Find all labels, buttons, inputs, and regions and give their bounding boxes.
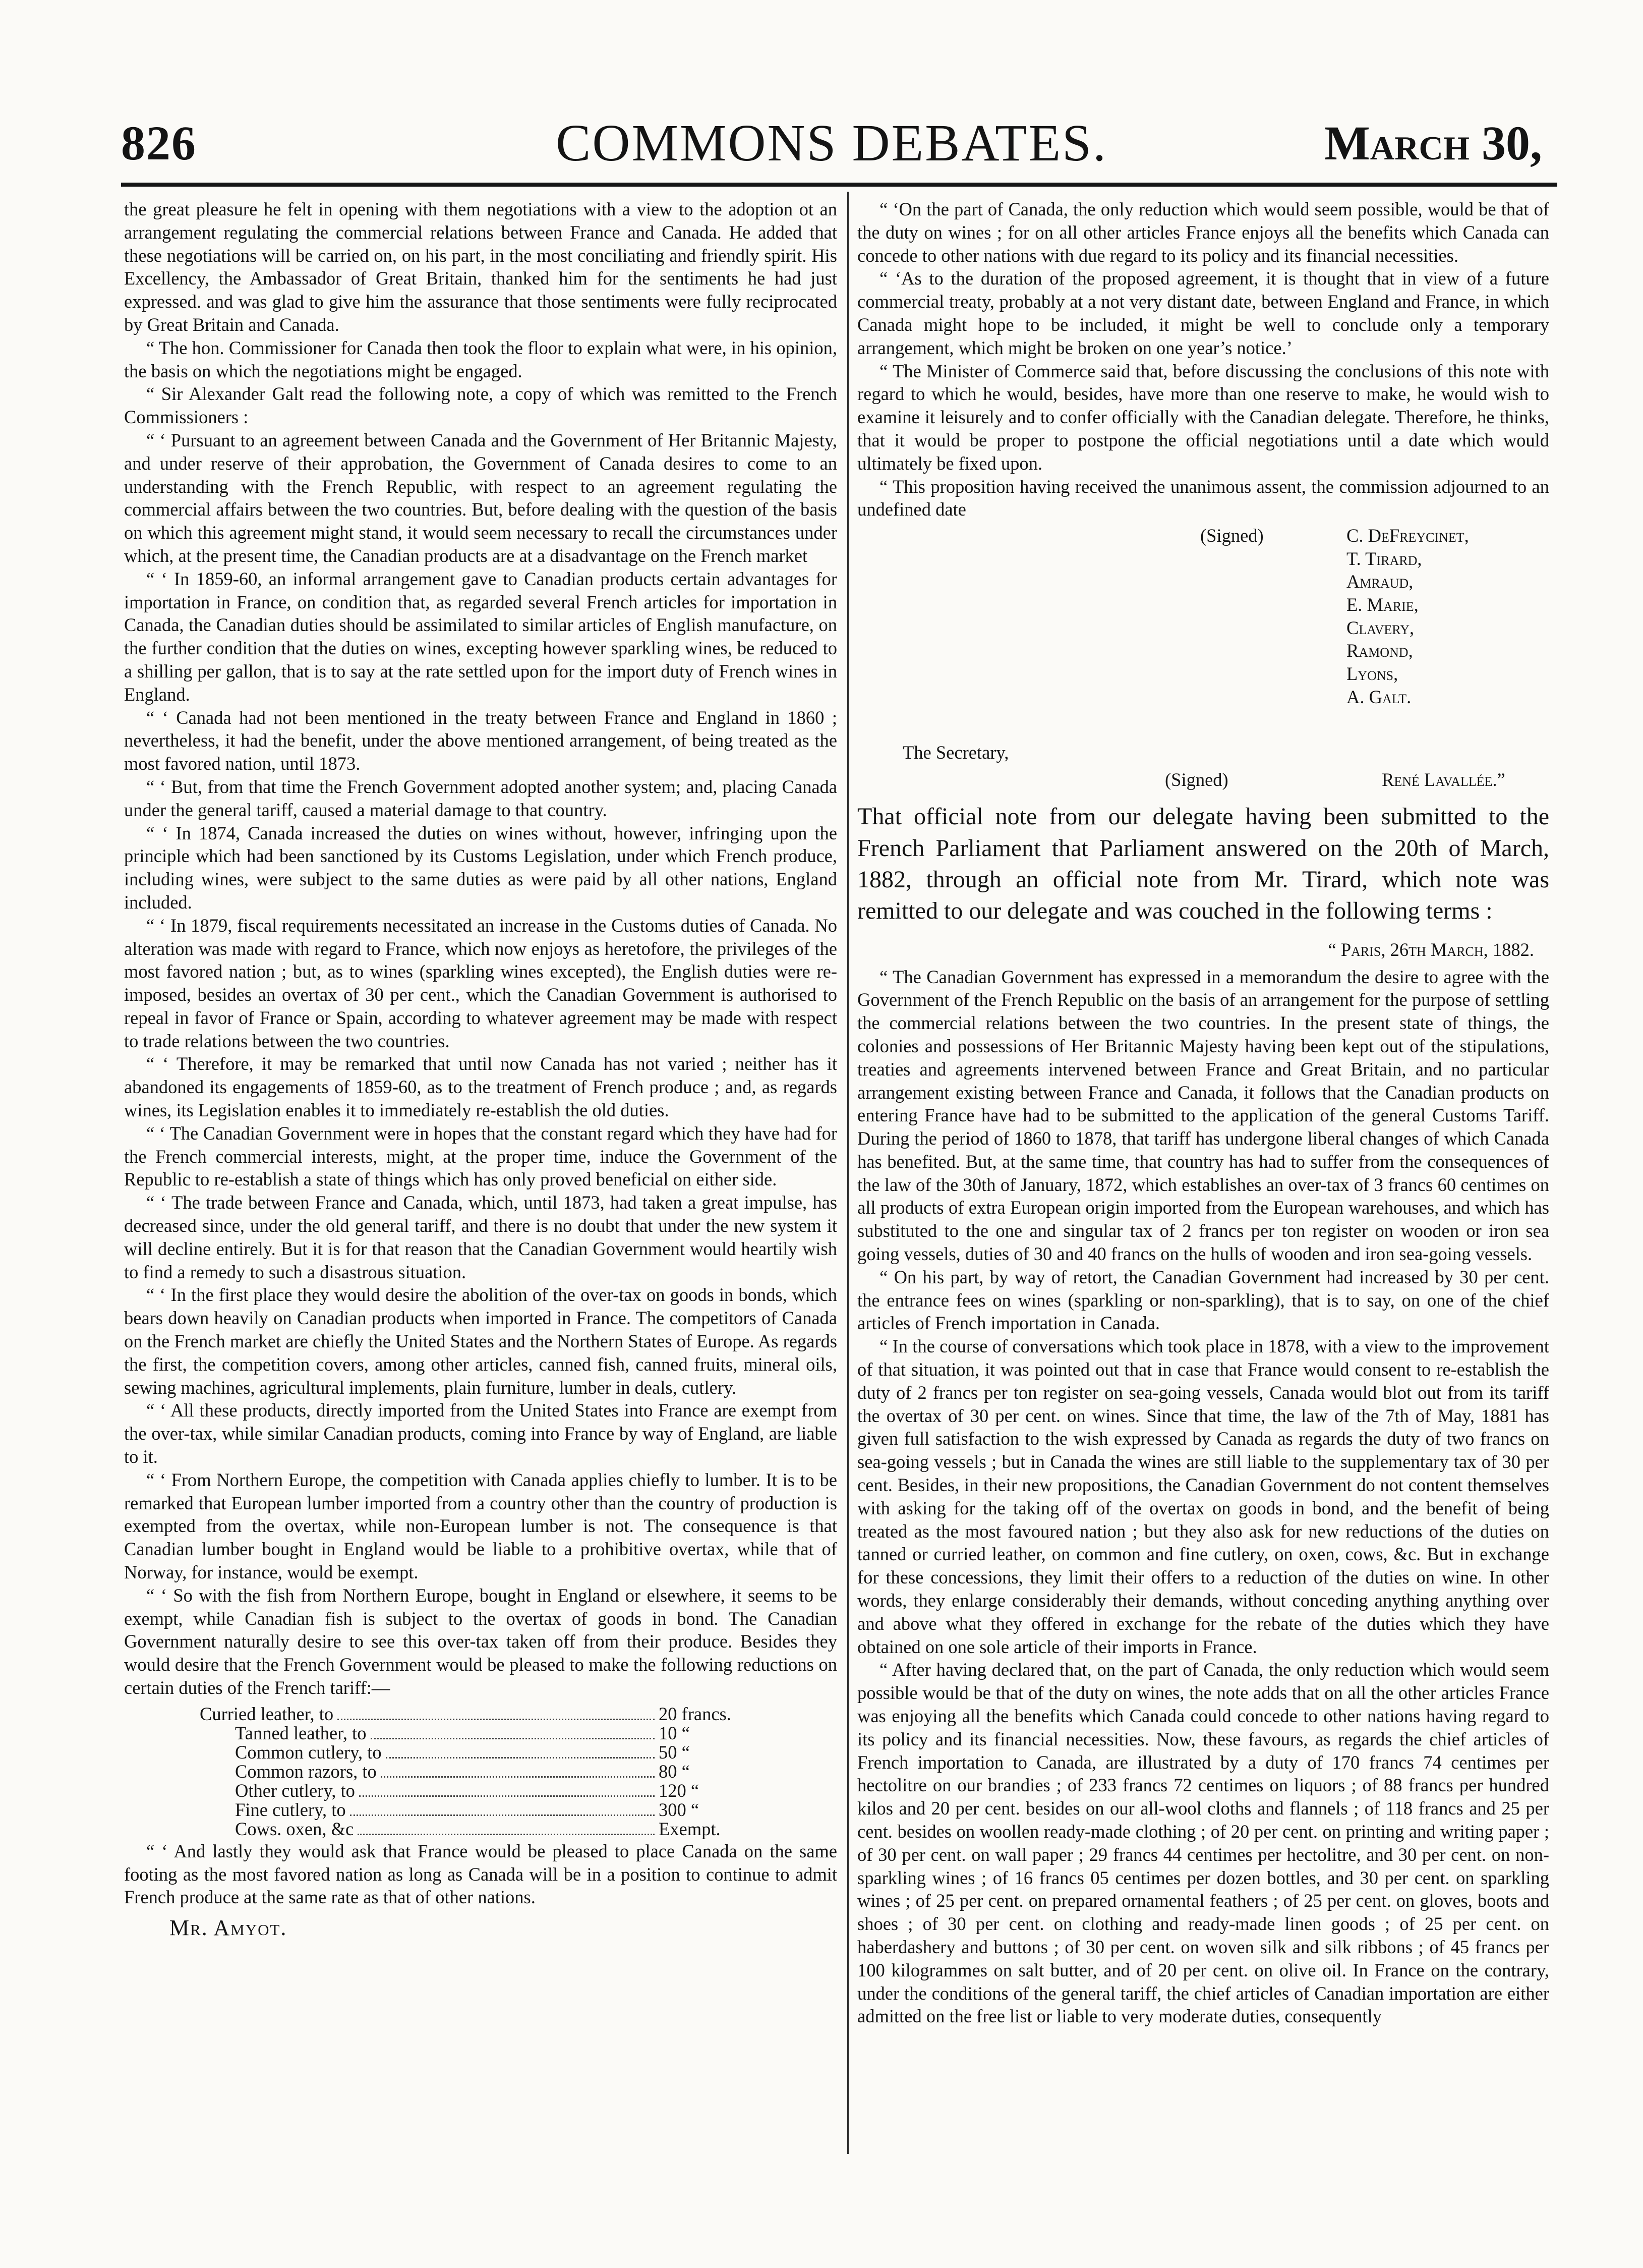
signatory-name: A. Galt. [1346, 686, 1412, 707]
running-title: COMMONS DEBATES. [556, 114, 1107, 172]
signatory-name: Amraud, [1346, 571, 1414, 592]
tariff-row [200, 1760, 739, 1782]
signatory-name: E. Marie, [1346, 594, 1419, 615]
header-rule [121, 183, 1557, 187]
signatory-name: T. Tirard, [1346, 548, 1422, 569]
tariff-amount: 50 “ [659, 1741, 690, 1763]
tariff-row [200, 1779, 739, 1801]
paragraph: “ ‘ The Canadian Government were in hopes that the constant regard which they have had for the French commercial interests, might, at the proper time, induce the Government of the Republic to re-establish a state of things which has only proved beneficial on either side. [124, 1122, 837, 1190]
leader-dots [337, 1719, 655, 1720]
right-column [857, 198, 1549, 2221]
signatory-name: Lyons, [1346, 663, 1398, 684]
signed-label: (Signed) [1200, 525, 1264, 546]
paragraph: “ This proposition having received the unanimous assent, the commission adjourned to an undefined date [857, 476, 1549, 520]
tariff-item: Other cutlery, to [235, 1780, 355, 1801]
tariff-row [200, 1722, 739, 1741]
paragraph: “ ‘ Pursuant to an agreement between Canada and the Government of Her Britannic Majesty, and under reserve of their approbation, the Government of Canada desires to come to an understanding with the French Republic, with respect to an agreement regulating the commercial affairs between the two countries. But, before dealing with the question of the basis on which this agreement might stand, it would seem necessary to recall the circumstances under which, at the present time, the Canadian products are at a disadvantage on the French market [124, 429, 837, 566]
secretary-label: The Secretary, [903, 742, 1009, 763]
signatory-list [1346, 524, 1469, 708]
tariff-amount: Exempt. [659, 1818, 721, 1839]
page-header [121, 106, 1542, 182]
tariff-row [200, 1798, 739, 1818]
paragraph: “ ‘As to the duration of the proposed agreement, it is thought that in view of a future commercial treaty, probably at a not very distant date, between England and France, in which Canada might hope to be included, it might be well to conclude only a temporary arrangement, which might be broken on one year’s notice.’ [857, 268, 1549, 358]
signatory-name: Clavery, [1346, 617, 1415, 638]
paragraph: “ The Canadian Government has expressed in a memorandum the desire to agree with the Government of the French Republic on the basis of an arrangement for the purpose of settling the commercial relations between the two countries. In the present state of things, the colonies and possessions of Her Britannic Majesty having been kept out of the stipulations, treaties and agreements intervened between France and Great Britain, and no particular arrangement existing between France and Canada, it follows that the Canadian products on entering France have had to be submitted to the application of the general Customs Tariff. During the period of 1860 to 1878, that tariff has undergone liberal changes of which Canada has benefited. But, at the same time, that country has had to suffer from the consequences of the law of the 30th of January, 1872, which establishes an over-tax of 3 francs 60 centimes on all products of extra European origin imported from the European warehouses, and which has substituted to the one and singular tax of 2 francs per ton register on wooden or iron sea going vessels, duties of 30 and 40 francs on the hulls of wooden and iron sea-going vessels. [857, 966, 1549, 1265]
paragraph: “ In the course of conversations which took place in 1878, with a view to the improvement of that situation, it was pointed out that in case that France would consent to re-establish the duty of 2 francs per ton register on sea-going vessels, Canada would blot out from its tariff the overtax of 30 per cent. on wines. Since that time, the law of the 7th of May, 1881 has given full satisfaction to the wish expressed by Canada as regards the duty of two francs on sea-going vessels ; but in Canada the wines are still liable to the supplementary tax of 30 per cent. Besides, in their new propositions, the Canadian Government do not content themselves with asking for the taking off of the overtax on goods in bond, and the benefit of being treated as the most favoured nation ; but they also ask for new reductions of the duties on tanned or curried leather, on common and fine cutlery, on oxen, cows, &c. But in exchange for these concessions, they limit their offers to a reduction of the duties on wine. In other words, they enlarge considerably their demands, without conceding anything anything over and above what they offered in exchange for the rebate of the duties which they have obtained on one sole article of their imports in France. [857, 1336, 1549, 1657]
leader-dots [371, 1738, 655, 1739]
tariff-amount: 300 “ [659, 1799, 699, 1820]
paragraph: “ ‘ So with the fish from Northern Europe, bought in England or elsewhere, it seems to be exempt, while Canadian fish is subject to the overtax of goods in bond. The Canadian Government naturally desire to see this over-tax taken off from their produce. Besides they would desire that the French Government would be pleased to make the following reductions on certain duties of the French tariff:— [124, 1584, 837, 1698]
tariff-item: Fine cutlery, to [235, 1799, 346, 1820]
paragraph: “ The Minister of Commerce said that, before discussing the conclusions of this note with regard to which he would, besides, have more than one reserve to make, he would wish to examine it leisurely and to confer officially with the Canadian delegate. Therefore, he thinks, that it would be proper to postpone the official negotiations until a date which would ultimately be fixed upon. [857, 360, 1549, 474]
column-divider [847, 192, 849, 2154]
tariff-row [200, 1703, 739, 1722]
paragraph: “ ‘ The trade between France and Canada, which, until 1873, had taken a great impulse, has decreased since, under the old general tariff, and there is no doubt that under the new system it will decline entirely. But it is for that reason that the Canadian Government would heartily wish to find a remedy to such a disastrous situation. [124, 1192, 837, 1282]
tariff-table [200, 1703, 739, 1837]
paragraph: “ On his part, by way of retort, the Canadian Government had increased by 30 per cent. the entrance fees on wines (sparkling or non-sparkling), that is to say, on one of the chief articles of French importation in Canada. [857, 1266, 1549, 1334]
paragraph: the great pleasure he felt in opening with them negotiations with a view to the adoption ot an arrangement regulating the commercial relations between France and Canada. He added that these negotiations will be carried on, on his part, in the most conciliating and friendly spirit. His Excellency, the Ambassador of Great Britain, thanked him for the sentiments he had just expressed. and was glad to give him the assurance that those sentiments were fully reciprocated by Great Britain and Canada. [124, 199, 837, 335]
page-number: 826 [121, 116, 197, 170]
tariff-amount: 80 “ [659, 1761, 690, 1782]
tariff-item: Common cutlery, to [235, 1741, 382, 1763]
paragraph: “ ‘ In 1859-60, an informal arrangement gave to Canadian products certain advantages for importation in France, on condition that, as regarded several French articles for importation in Canada, the Canadian duties should be assimilated to similar articles of English manufacture, on the further condition that the duties on wines, excepting however sparkling wines, be reduced to a shilling per gallon, that is to say at the rate settled upon for the import duty of French wines in England. [124, 568, 837, 705]
signatory-name: C. DeFreycinet, [1346, 525, 1469, 546]
paragraph: “ ‘ And lastly they would ask that France would be pleased to place Canada on the same footing as the most favored nation as long as Canada will be in a position to continue to admit French produce at the same rate as that of other nations. [124, 1840, 837, 1908]
leader-dots [350, 1815, 655, 1816]
paragraph: “ ‘On the part of Canada, the only reduction which would seem possible, would be that of the duty on wines ; for on all other articles France enjoys all the benefits which Canada can concede to other nations with due regard to its policy and its financial necessities. [857, 199, 1549, 266]
paragraph: “ Sir Alexander Galt read the following note, a copy of which was remitted to the French Commissioners : [124, 383, 837, 428]
leader-dots [386, 1757, 655, 1759]
paragraph: “ ‘ In the first place they would desire the abolition of the over-tax on goods in bonds, which bears down heavily on Canadian products when imported in France. The competitors of Canada on the French market are chiefly the United States and the Northern States of Europe. As regards the first, the competition covers, among other articles, canned fish, canned fruits, mineral oils, sewing machines, agricultural implements, plain furniture, lumber in deals, cutlery. [124, 1284, 837, 1398]
tariff-item: Common razors, to [235, 1761, 377, 1782]
paragraph: “ ‘ But, from that time the French Government adopted another system; and, placing Canada under the general tariff, caused a material damage to that country. [124, 776, 837, 820]
signed-label: (Signed) [1165, 769, 1228, 790]
secretary-name: René Lavallée.” [1382, 769, 1505, 790]
tariff-amount: 120 “ [659, 1780, 699, 1801]
paragraph: “ The hon. Commissioner for Canada then took the floor to explain what were, in his opinion, the basis on which the negotiations might be engaged. [124, 337, 837, 381]
paragraph: “ ‘ In 1874, Canada increased the duties on wines without, however, infringing upon the principle which had been sanctioned by its Customs Legislation, under which French produce, including wines, were subject to the same duties as were paid by all other nations, England included. [124, 822, 837, 913]
signature-block [857, 524, 1549, 799]
tariff-item: Cows. oxen, &c [235, 1818, 354, 1839]
left-column [124, 198, 837, 2221]
tariff-amount: 20 francs. [659, 1703, 731, 1724]
tariff-amount: 10 “ [659, 1722, 690, 1743]
leader-dots [381, 1776, 655, 1778]
paragraph: “ ‘ All these products, directly imported from the United States into France are exempt from the over-tax, while similar Canadian products, coming into France by way of England, are liable to it. [124, 1400, 837, 1467]
signatory-name: Ramond, [1346, 640, 1413, 661]
paragraph: “ ‘ Canada had not been mentioned in the treaty between France and England in 1860 ; nevertheless, it had the benefit, under the above mentioned arrangement, of being treated as the most favored nation, until 1873. [124, 707, 837, 774]
paragraph: “ ‘ Therefore, it may be remarked that until now Canada has not varied ; neither has it abandoned its engagements of 1859-60, as to the treatment of French produce ; and, as regards wines, its Legislation enables it to immediately re-establish the old duties. [124, 1053, 837, 1121]
tariff-item: Curried leather, to [200, 1703, 334, 1724]
tariff-item: Tanned leather, to [235, 1722, 367, 1743]
tariff-row [200, 1741, 739, 1763]
paragraph: “ ‘ In 1879, fiscal requirements necessitated an increase in the Customs duties of Canada. No alteration was made with regard to France, which now enjoys as heretofore, the privileges of the most favored nation ; but, as to wines (sparkling wines excepted), the English duties were re-imposed, besides an overtax of 30 per cent., which the Canadian Government is authorised to repeal in favor of France or Spain, according to whatever agreement may be made with respect to trade relations between the two countries. [124, 915, 837, 1051]
leader-dots [358, 1834, 655, 1835]
large-type-paragraph: That official note from our delegate having been submitted to the French Parliament that Parliament answered on the 20th of March, 1882, through an official note from Mr. Tirard, which note was remitted to our delegate and was couched in the following terms : [857, 803, 1549, 925]
dateline: “ Paris, 26th March, 1882. [1328, 939, 1534, 960]
paragraph: “ ‘ From Northern Europe, the competition with Canada applies chiefly to lumber. It is to be remarked that European lumber imported from a country other than the country of production is exempted from the overtax, while non-European lumber is not. The consequence is that Canadian lumber bought in England would be liable to a prohibitive overtax, while that of Norway, for instance, would be exempt. [124, 1469, 837, 1583]
speaker-name: Mr. Amyot. [169, 1915, 287, 1941]
paragraph: “ After having declared that, on the part of Canada, the only reduction which would seem possible would be that of the duty on wines, the note adds that on all the other articles France was enjoying all the benefits which Canada could concede to other nations having regard to its policy and its financial necessities. Now, these favours, as regards the chief articles of French importation to Canada, are illustrated by a duty of 170 francs 74 centimes per hectolitre on our brandies ; of 233 francs 72 centimes on liquors ; of 88 francs per hundred kilos and 20 per cent. besides on our all-wool cloths and flannels ; of 118 francs and 25 per cent. besides on woollen ready-made clothing ; of 20 per cent. on printing and writing paper ; of 30 per cent. on wall paper ; 29 francs 44 centimes per hectolitre, and 30 per cent. on non-sparkling wines ; of 16 francs 05 centimes per dozen bottles, and 30 per cent. on sparkling wines ; of 25 per cent. on prepared ornamental feathers ; of 25 per cent. on gloves, boots and shoes ; of 30 per cent. on clothing and ready-made linen goods ; of 25 per cent. on haberdashery and buttons ; of 30 per cent. on woven silk and silk ribbons ; of 45 francs per 100 kilogrammes on salt butter, and of 20 per cent. on olive oil. In France on the contrary, under the conditions of the general tariff, the chief articles of Canadian importation are either admitted on the free list or liable to very moderate duties, consequently [857, 1659, 1549, 2027]
leader-dots [359, 1795, 655, 1797]
tariff-row [200, 1818, 739, 1837]
header-date: March 30, [1324, 116, 1542, 170]
